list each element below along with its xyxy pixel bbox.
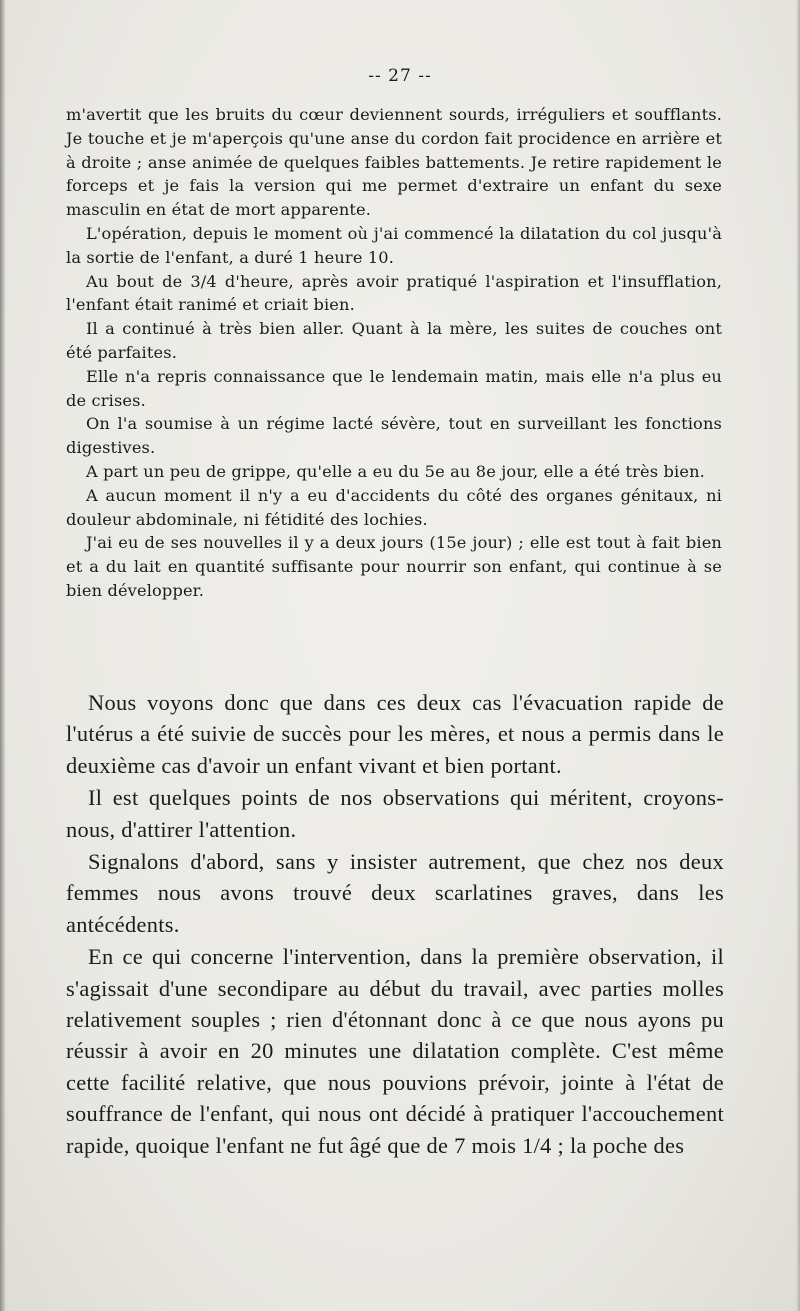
observation-paragraph: Au bout de 3/4 d'heure, après avoir pratiqué l'aspiration et l'insufflation, l'enfant était ranimé et criait bien. [66, 271, 722, 315]
page-edge-shadow-right [796, 0, 800, 1311]
observation-paragraph: Elle n'a repris connaissance que le lendemain matin, mais elle n'a plus eu de crises. [66, 366, 722, 410]
observation-paragraph: A part un peu de grippe, qu'elle a eu du 5e au 8e jour, elle a été très bien. [86, 461, 705, 481]
discussion-paragraph: Signalons d'abord, sans y insister autrement, que chez nos deux femmes nous avons trouvé deux scarlatines graves, dans les antécédents. [66, 849, 724, 937]
observation-paragraph: J'ai eu de ses nouvelles il y a deux jours (15e jour) ; elle est tout à fait bien et a du lait en quantité suffisante pour nourrir son enfant, qui continue à se bien développer. [66, 533, 722, 600]
observation-paragraph: On l'a soumise à un régime lacté sévère, tout en surveillant les fonctions digestives. [66, 414, 722, 458]
page-number: -- 27 -- [368, 66, 432, 86]
observation-paragraph: Il a continué à très bien aller. Quant à la mère, les suites de couches ont été parfaites. [66, 319, 722, 362]
page-edge-shadow-left [0, 0, 6, 1311]
observation-paragraph: m'avertit que les bruits du cœur deviennent sourds, irréguliers et soufflants. Je touche et je m'aperçois qu'une anse du cordon fait procidence en arrière et à droite ; anse animée de quelques faibles battements. Je retire rapidement le forceps et je fais la version qui me permet d'extraire un enfant du sexe masculin en état de mort apparente. [66, 105, 722, 220]
observation-paragraph: L'opération, depuis le moment où j'ai commencé la dilatation du col jusqu'à la sortie de l'enfant, a duré 1 heure 10. [66, 223, 722, 267]
discussion-paragraph: Nous voyons donc que dans ces deux cas l'évacuation rapide de l'utérus a été suivie de succès pour les mères, et nous a permis dans le deuxième cas d'avoir un enfant vivant et bien portant. [66, 690, 724, 778]
observation-text [66, 103, 722, 603]
observation-paragraph: A aucun moment il n'y a eu d'accidents du côté des organes génitaux, ni douleur abdominale, ni fétidité des lochies. [66, 485, 722, 529]
discussion-paragraph: Il est quelques points de nos observations qui méritent, croyons-nous, d'attirer l'attention. [66, 785, 724, 842]
discussion-paragraph: En ce qui concerne l'intervention, dans la première observation, il s'agissait d'une secondipare au début du travail, avec parties molles relativement souples ; rien d'étonnant donc à ce que nous ayons pu réussir à avoir en 20 minutes une dilatation complète. C'est même cette facilité relative, que nous pouvions prévoir, jointe à l'état de souffrance de l'enfant, qui nous ont décidé à pratiquer l'accouchement rapide, quoique l'enfant ne fut âgé que de 7 mois 1/4 ; la poche des [66, 944, 724, 1158]
discussion-text [66, 687, 724, 1161]
